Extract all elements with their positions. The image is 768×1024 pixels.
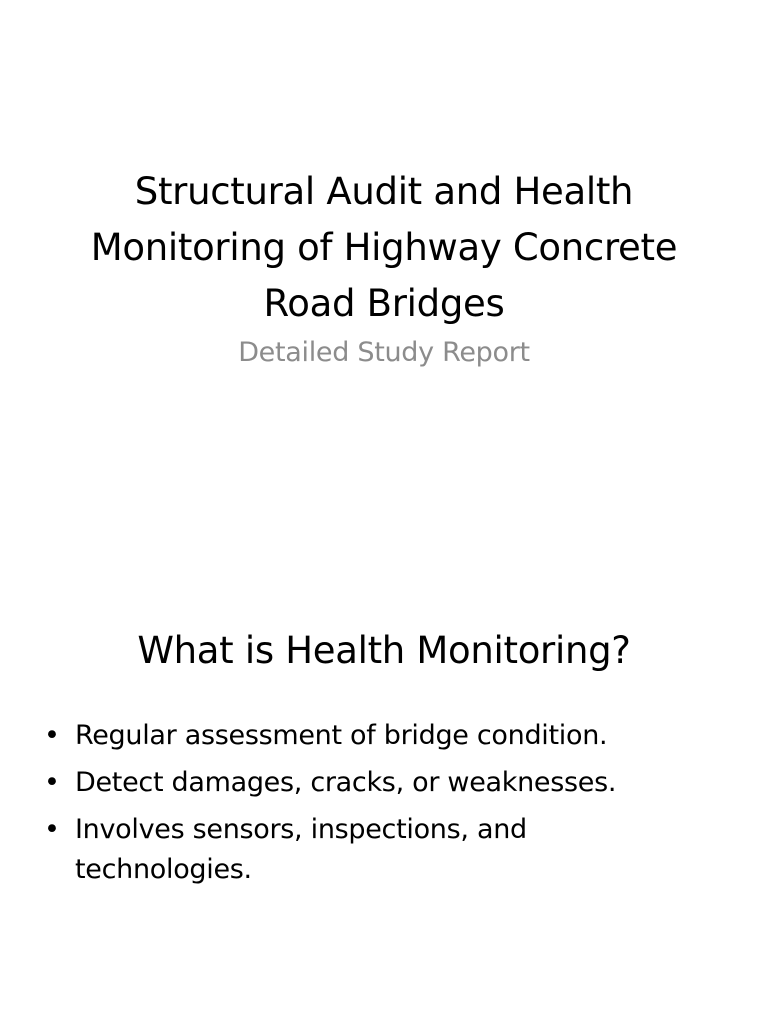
bullet-icon: • xyxy=(44,767,60,798)
bullet-list xyxy=(40,716,680,897)
slide-subtitle: Detailed Study Report xyxy=(238,337,530,368)
slide-title: Structural Audit and Health Monitoring of Highway Concrete Road Bridges xyxy=(90,170,678,325)
bullet-text: Detect damages, cracks, or weaknesses. xyxy=(75,767,617,798)
bullet-text: Regular assessment of bridge condition. xyxy=(75,720,608,751)
bullet-icon: • xyxy=(44,720,60,751)
bullet-icon: • xyxy=(44,814,60,845)
list-item xyxy=(40,763,680,803)
list-item xyxy=(40,716,680,756)
section-heading: What is Health Monitoring? xyxy=(137,629,631,672)
list-item xyxy=(40,810,680,890)
bullet-text: Involves sensors, inspections, and technologies. xyxy=(75,814,527,885)
